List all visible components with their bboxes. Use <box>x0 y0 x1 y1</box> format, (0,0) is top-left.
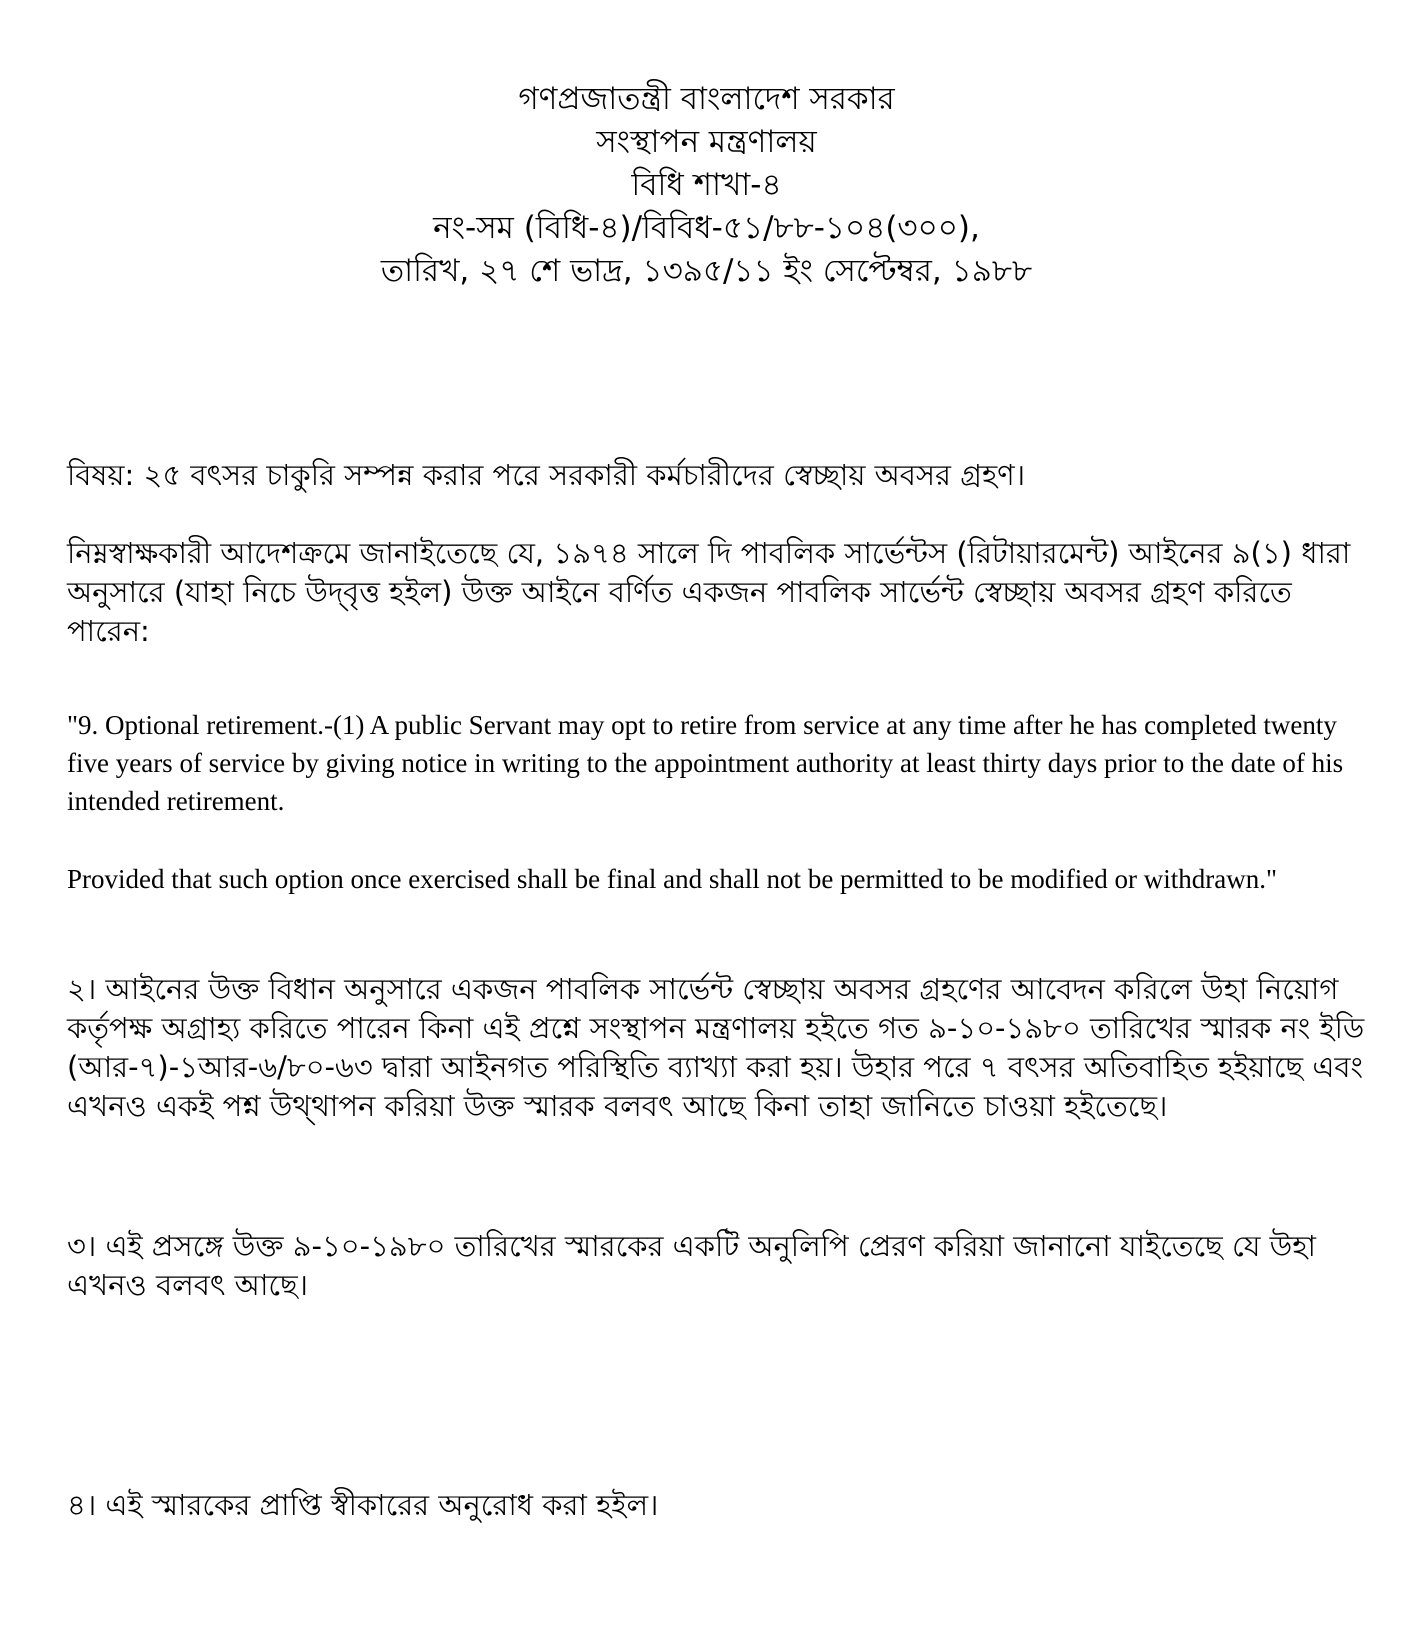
paragraph-4: ৪। এই স্মারকের প্রাপ্তি স্বীকারের অনুরোধ করা হইল। <box>67 1488 659 1522</box>
memo-number: নং-সম (বিধি-৪)/বিবিধ-৫১/৮৮-১০৪(৩০০), <box>433 210 980 246</box>
memo-date: তারিখ, ২৭ শে ভাদ্র, ১৩৯৫/১১ ইং সেপ্টেম্বর, ১৯৮৮ <box>380 253 1033 289</box>
paragraph-2: ২। আইনের উক্ত বিধান অনুসারে একজন পাবলিক সার্ভেন্ট স্বেচ্ছায় অবসর গ্রহণের আবেদন করিলে উহা নিয়োগ কর্তৃপক্ষ অগ্রাহ্য করিতে পারেন কিনা এই প্রশ্নে সংস্থাপন মন্ত্রণালয় হইতে গত ৯-১০-১৯৮০ তারিখের স্মারক নং ইডি (আর-৭)-১আর-৬/৮০-৬৩ দ্বারা আইনগত পরিস্থিতি ব্যাখ্যা করা হয়। উহার পরে ৭ বৎসর অতিবাহিত হইয়াছে এবং এখনও একই পশ্ন উথ্থাপন করিয়া উক্ত স্মারক বলবৎ আছে কিনা তাহা জানিতে চাওয়া হইতেছে। <box>67 972 1365 1123</box>
branch-name: বিধি শাখা-৪ <box>631 167 782 203</box>
ministry-name: সংস্থাপন মন্ত্রণালয় <box>596 124 817 160</box>
letterhead <box>0 78 1413 293</box>
paragraph-3: ৩। এই প্রসঙ্গে উক্ত ৯-১০-১৯৮০ তারিখের স্মারকের একটি অনুলিপি প্রেরণ করিয়া জানানো যাইতেছে যে উহা এখনও বলবৎ আছে। <box>67 1229 1316 1302</box>
government-name: গণপ্রজাতন্ত্রী বাংলাদেশ সরকার <box>518 81 895 117</box>
quoted-law-section: "9. Optional retirement.-(1) A public Servant may opt to retire from service at any time after he has completed twenty five years of service by giving notice in writing to the appointment authority at least thirty days prior to the date of his intended retirement. <box>67 710 1344 816</box>
quoted-law-proviso: Provided that such option once exercised shall be final and shall not be permitted to be modified or withdrawn." <box>67 864 1277 894</box>
intro-paragraph: নিম্নস্বাক্ষকারী আদেশক্রমে জানাইতেছে যে, ১৯৭৪ সালে দি পাবলিক সার্ভেন্টস (রিটায়ারমেন্ট) আইনের ৯(১) ধারা অনুসারে (যাহা নিচে উদ্‌বৃত্ত হইল) উক্ত আইনে বর্ণিত একজন পাবলিক সার্ভেন্ট স্বেচ্ছায় অবসর গ্রহণ করিতে পারেন: <box>67 536 1351 648</box>
subject-line: বিষয়: ২৫ বৎসর চাকুরি সম্পন্ন করার পরে সরকারী কর্মচারীদের স্বেচ্ছায় অবসর গ্রহণ। <box>67 458 1026 492</box>
